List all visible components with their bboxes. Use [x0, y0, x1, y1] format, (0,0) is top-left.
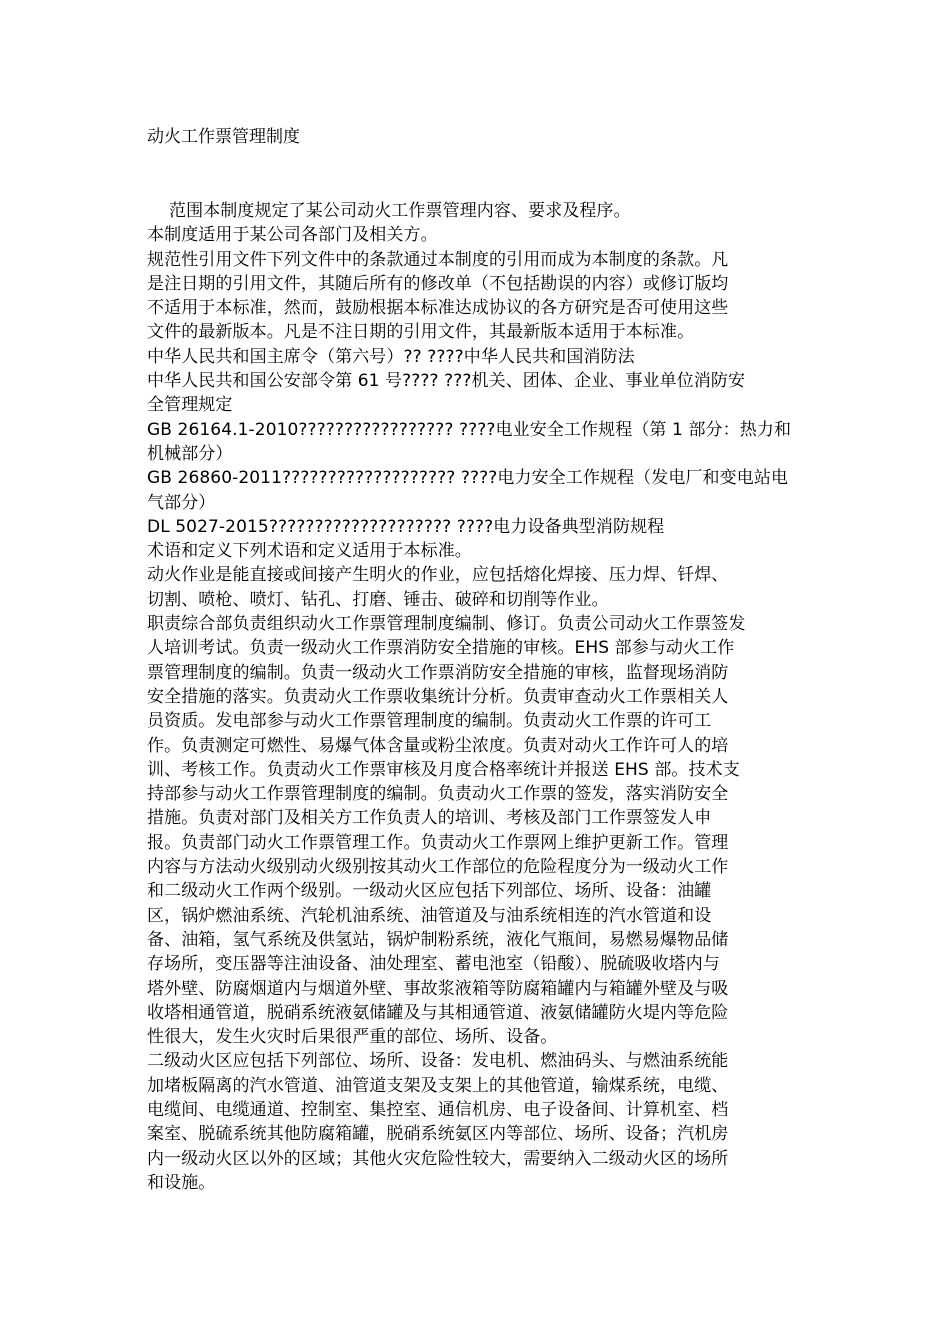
body-text-line: 电缆间、电缆通道、控制室、集控室、通信机房、电子设备间、计算机室、档 — [147, 1099, 729, 1120]
body-text-line: 性很大，发生火灾时后果很严重的部位、场所、设备。 — [147, 1027, 558, 1048]
body-text-line: 动火作业是能直接或间接产生明火的作业，应包括熔化焊接、压力焊、钎焊、 — [147, 565, 729, 586]
body-text-line: 内一级动火区以外的区域；其他火灾危险性较大，需要纳入二级动火区的场所 — [147, 1148, 729, 1169]
body-text-line: 全管理规定 — [147, 395, 233, 416]
body-text-line: 二级动火区应包括下列部位、场所、设备：发电机、燃油码头、与燃油系统能 — [147, 1051, 729, 1072]
body-text-line: 文件的最新版本。凡是不注日期的引用文件，其最新版本适用于本标准。 — [147, 322, 695, 343]
body-text-line: DL 5027-2015???????????????????? ????电力设备典型消防规程 — [147, 516, 665, 537]
body-text-line: 中华人民共和国公安部令第 61 号???? ???机关、团体、企业、事业单位消防安 — [147, 371, 746, 392]
body-text-line: 范围本制度规定了某公司动火工作票管理内容、要求及程序。 — [169, 201, 631, 221]
document-body — [147, 199, 807, 1195]
body-text-line: 措施。负责对部门及相关方工作负责人的培训、考核及部门工作票签发人申 — [147, 808, 712, 829]
body-text-line: 气部分） — [147, 492, 216, 513]
body-text-line: 报。负责部门动火工作票管理工作。负责动火工作票网上维护更新工作。管理 — [147, 832, 729, 853]
body-text-line: 加堵板隔离的汽水管道、油管道支架及支架上的其他管道，输煤系统，电缆、 — [147, 1075, 729, 1096]
body-text-line: 票管理制度的编制。负责一级动火工作票消防安全措施的审核，监督现场消防 — [147, 662, 729, 683]
body-text-line: 机械部分） — [147, 443, 233, 464]
body-text-line: 作。负责测定可燃性、易爆气体含量或粉尘浓度。负责对动火工作许可人的培 — [147, 735, 729, 756]
body-text-line: 内容与方法动火级别动火级别按其动火工作部位的危险程度分为一级动火工作 — [147, 857, 729, 878]
body-text-line: 本制度适用于某公司各部门及相关方。 — [147, 225, 438, 246]
body-text-line: 安全措施的落实。负责动火工作票收集统计分析。负责审查动火工作票相关人 — [147, 686, 729, 707]
body-text-line: 是注日期的引用文件，其随后所有的修改单（不包括勘误的内容）或修订版均 — [147, 273, 729, 294]
body-text-line: 收塔相通管道，脱硝系统液氨储罐及与其相通管道、液氨储罐防火堤内等危险 — [147, 1002, 729, 1023]
body-text-line: 持部参与动火工作票管理制度的编制。负责动火工作票的签发，落实消防安全 — [147, 784, 729, 805]
body-text-line: 中华人民共和国主席令（第六号）?? ????中华人民共和国消防法 — [147, 346, 635, 367]
body-text-line: 存场所，变压器等注油设备、油处理室、蓄电池室（铅酸）、脱硫吸收塔内与 — [147, 954, 720, 975]
body-text-line: 和设施。 — [147, 1172, 216, 1193]
body-text-line: 规范性引用文件下列文件中的条款通过本制度的引用而成为本制度的条款。凡 — [147, 249, 729, 270]
body-text-line: 区，锅炉燃油系统、汽轮机油系统、油管道及与油系统相连的汽水管道和设 — [147, 905, 712, 926]
body-text-line: 备、油箱，氢气系统及供氢站，锅炉制粉系统，液化气瓶间，易燃易爆物品储 — [147, 929, 729, 950]
body-text-line: 训、考核工作。负责动火工作票审核及月度合格率统计并报送 EHS 部。技术支 — [147, 759, 740, 780]
body-text-line: 塔外壁、防腐烟道内与烟道外壁、事故浆液箱等防腐箱罐内与箱罐外壁及与吸 — [147, 978, 729, 999]
body-text-line: 和二级动火工作两个级别。一级动火区应包括下列部位、场所、设备：油罐 — [147, 881, 712, 902]
body-text-line: 职责综合部负责组织动火工作票管理制度编制、修订。负责公司动火工作票签发 — [147, 614, 746, 635]
body-text-line: 不适用于本标准，然而，鼓励根据本标准达成协议的各方研究是否可使用这些 — [147, 298, 729, 319]
body-text-line: GB 26164.1-2010????????????????? ????电业安全工作规程（第 1 部分：热力和 — [147, 419, 792, 440]
document-title: 动火工作票管理制度 — [147, 127, 300, 147]
body-text-line: 切割、喷枪、喷灯、钻孔、打磨、锤击、破碎和切削等作业。 — [147, 589, 609, 610]
body-text-line: 案室、脱硫系统其他防腐箱罐，脱硝系统氨区内等部位、场所、设备；汽机房 — [147, 1124, 729, 1145]
body-text-line: 员资质。发电部参与动火工作票管理制度的编制。负责动火工作票的许可工 — [147, 711, 712, 732]
body-text-line: 术语和定义下列术语和定义适用于本标准。 — [147, 541, 472, 562]
body-text-line: GB 26860-2011??????????????????? ????电力安全工作规程（发电厂和变电站电 — [147, 468, 789, 489]
body-text-line: 人培训考试。负责一级动火工作票消防安全措施的审核。EHS 部参与动火工作 — [147, 638, 735, 659]
